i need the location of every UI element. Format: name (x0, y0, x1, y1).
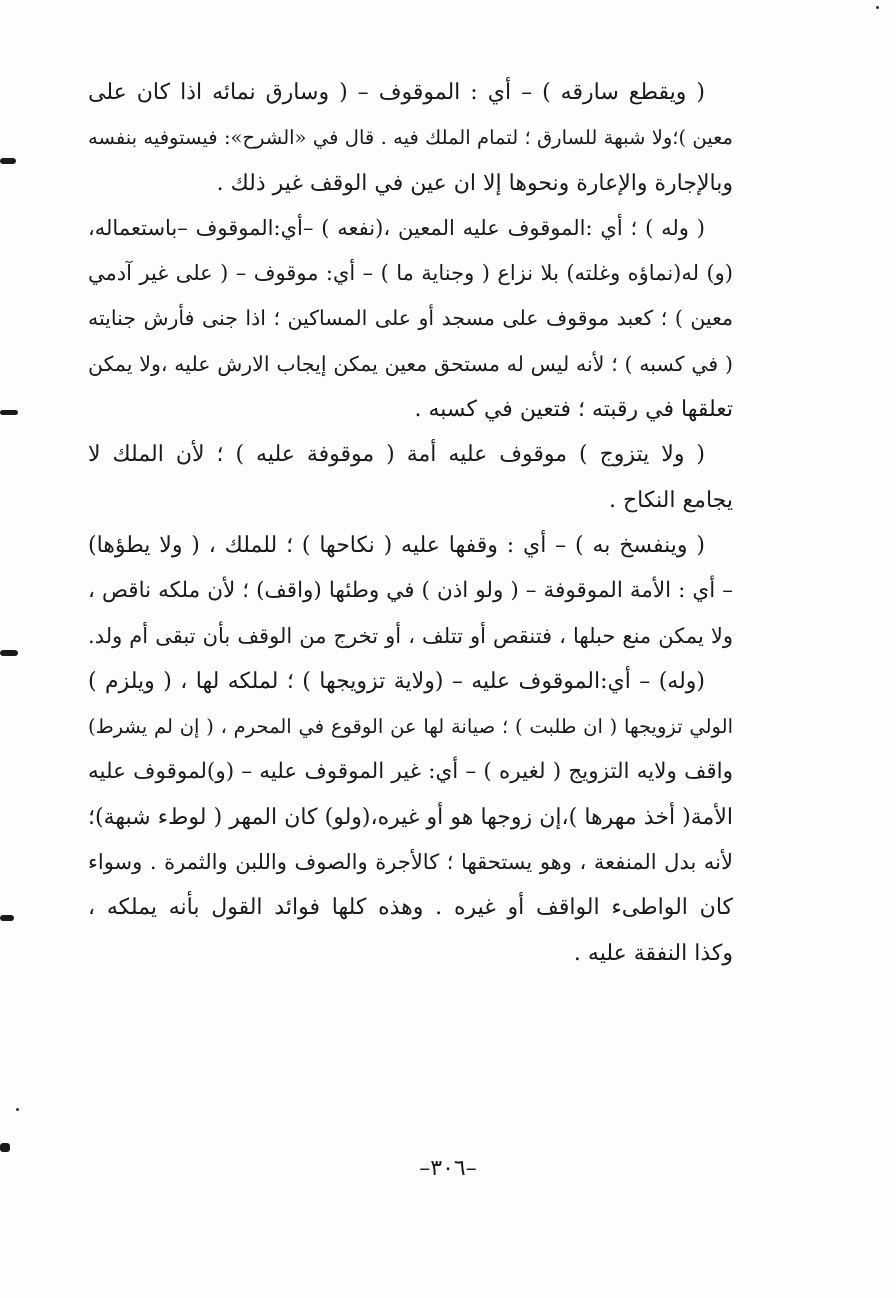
text-line: وكذا النفقة عليه . (573, 940, 733, 966)
scan-speck (16, 1108, 19, 1111)
text-line: كان الواطىء الواقف أو غيره . وهذه كلها فوائد القول بأنه يملكه ، (88, 895, 733, 921)
text-line: تعلقها في رقبته ؛ فتعين في كسبه . (414, 397, 733, 423)
binding-mark (0, 158, 16, 164)
text-line: ( وينفسخ به ) – أي : وقفها عليه ( نكاحها ) ؛ للملك ، ( ولا يطؤها) (88, 532, 705, 558)
scan-speck (876, 6, 879, 9)
text-line: ( ولا يتزوج ) موقوف عليه أمة ( موقوفة عليه ) ؛ لأن الملك لا (88, 442, 705, 468)
text-line: الأمة( أخذ مهرها )،إن زوجها هو أو غيره،(ولو) كان المهر ( لوطء شبهة)؛ (88, 804, 733, 830)
text-line: معين )؛ولا شبهة للسارق ؛ لتمام الملك فيه . قال في «الشرح»: فيستوفيه بنفسه (88, 126, 733, 150)
text-line: – أي : الأمة الموقوفة – ( ولو اذن ) في وطئها (واقف) ؛ لأن ملكه ناقص ، (88, 578, 733, 604)
binding-mark (0, 1143, 10, 1152)
text-line: يجامع النكاح . (608, 487, 733, 513)
text-line: (و) له(نماؤه وغلته) بلا نزاع ( وجناية ما ) – أي: موقوف – ( على غير آدمي (88, 261, 733, 286)
text-line: واقف ولايه التزويج ( لغيره ) – أي: غير الموقوف عليه – (و)لموقوف عليه (88, 759, 733, 785)
text-line: (وله) – أي:الموقوف عليه – (ولاية تزويجها ) ؛ لملكه لها ، ( ويلزم ) (88, 668, 705, 694)
text-line: الولي تزويجها ( ان طلبت ) ؛ صيانة لها عن الوقوع في المحرم ، ( إن لم يشرط) (88, 715, 733, 739)
text-line: لأنه بدل المنفعة ، وهو يستحقها ؛ كالأجرة والصوف واللبن والثمرة . وسواء (88, 850, 733, 875)
text-line: ولا يمكن منع حبلها ، فتنقص أو تتلف ، أو تخرج من الوقف بأن تبقى أم ولد. (88, 623, 733, 648)
binding-mark (0, 915, 14, 921)
binding-mark (0, 410, 18, 415)
document-body (88, 70, 733, 976)
text-line: ( ويقطع سارقه ) – أي : الموقوف – ( وسارق نمائه اذا كان على (88, 80, 705, 105)
text-line: ( وله ) ؛ أي :الموقوف عليه المعين ،(نفعه ) –أي:الموقوف –باستعماله، (88, 215, 705, 240)
text-line: معين ) ؛ كعبد موقوف على مسجد أو على المساكين ؛ اذا جنى فأرش جنايته (88, 306, 733, 331)
text-line: ( في كسبه ) ؛ لأنه ليس له مستحق معين يمكن إيجاب الارش عليه ،ولا يمكن (88, 351, 733, 376)
text-line: وبالإجارة والإعارة ونحوها إلا ان عين في الوقف غير ذلك . (216, 170, 733, 196)
binding-mark (0, 650, 18, 656)
page-number: –٣٠٦– (419, 1156, 477, 1181)
